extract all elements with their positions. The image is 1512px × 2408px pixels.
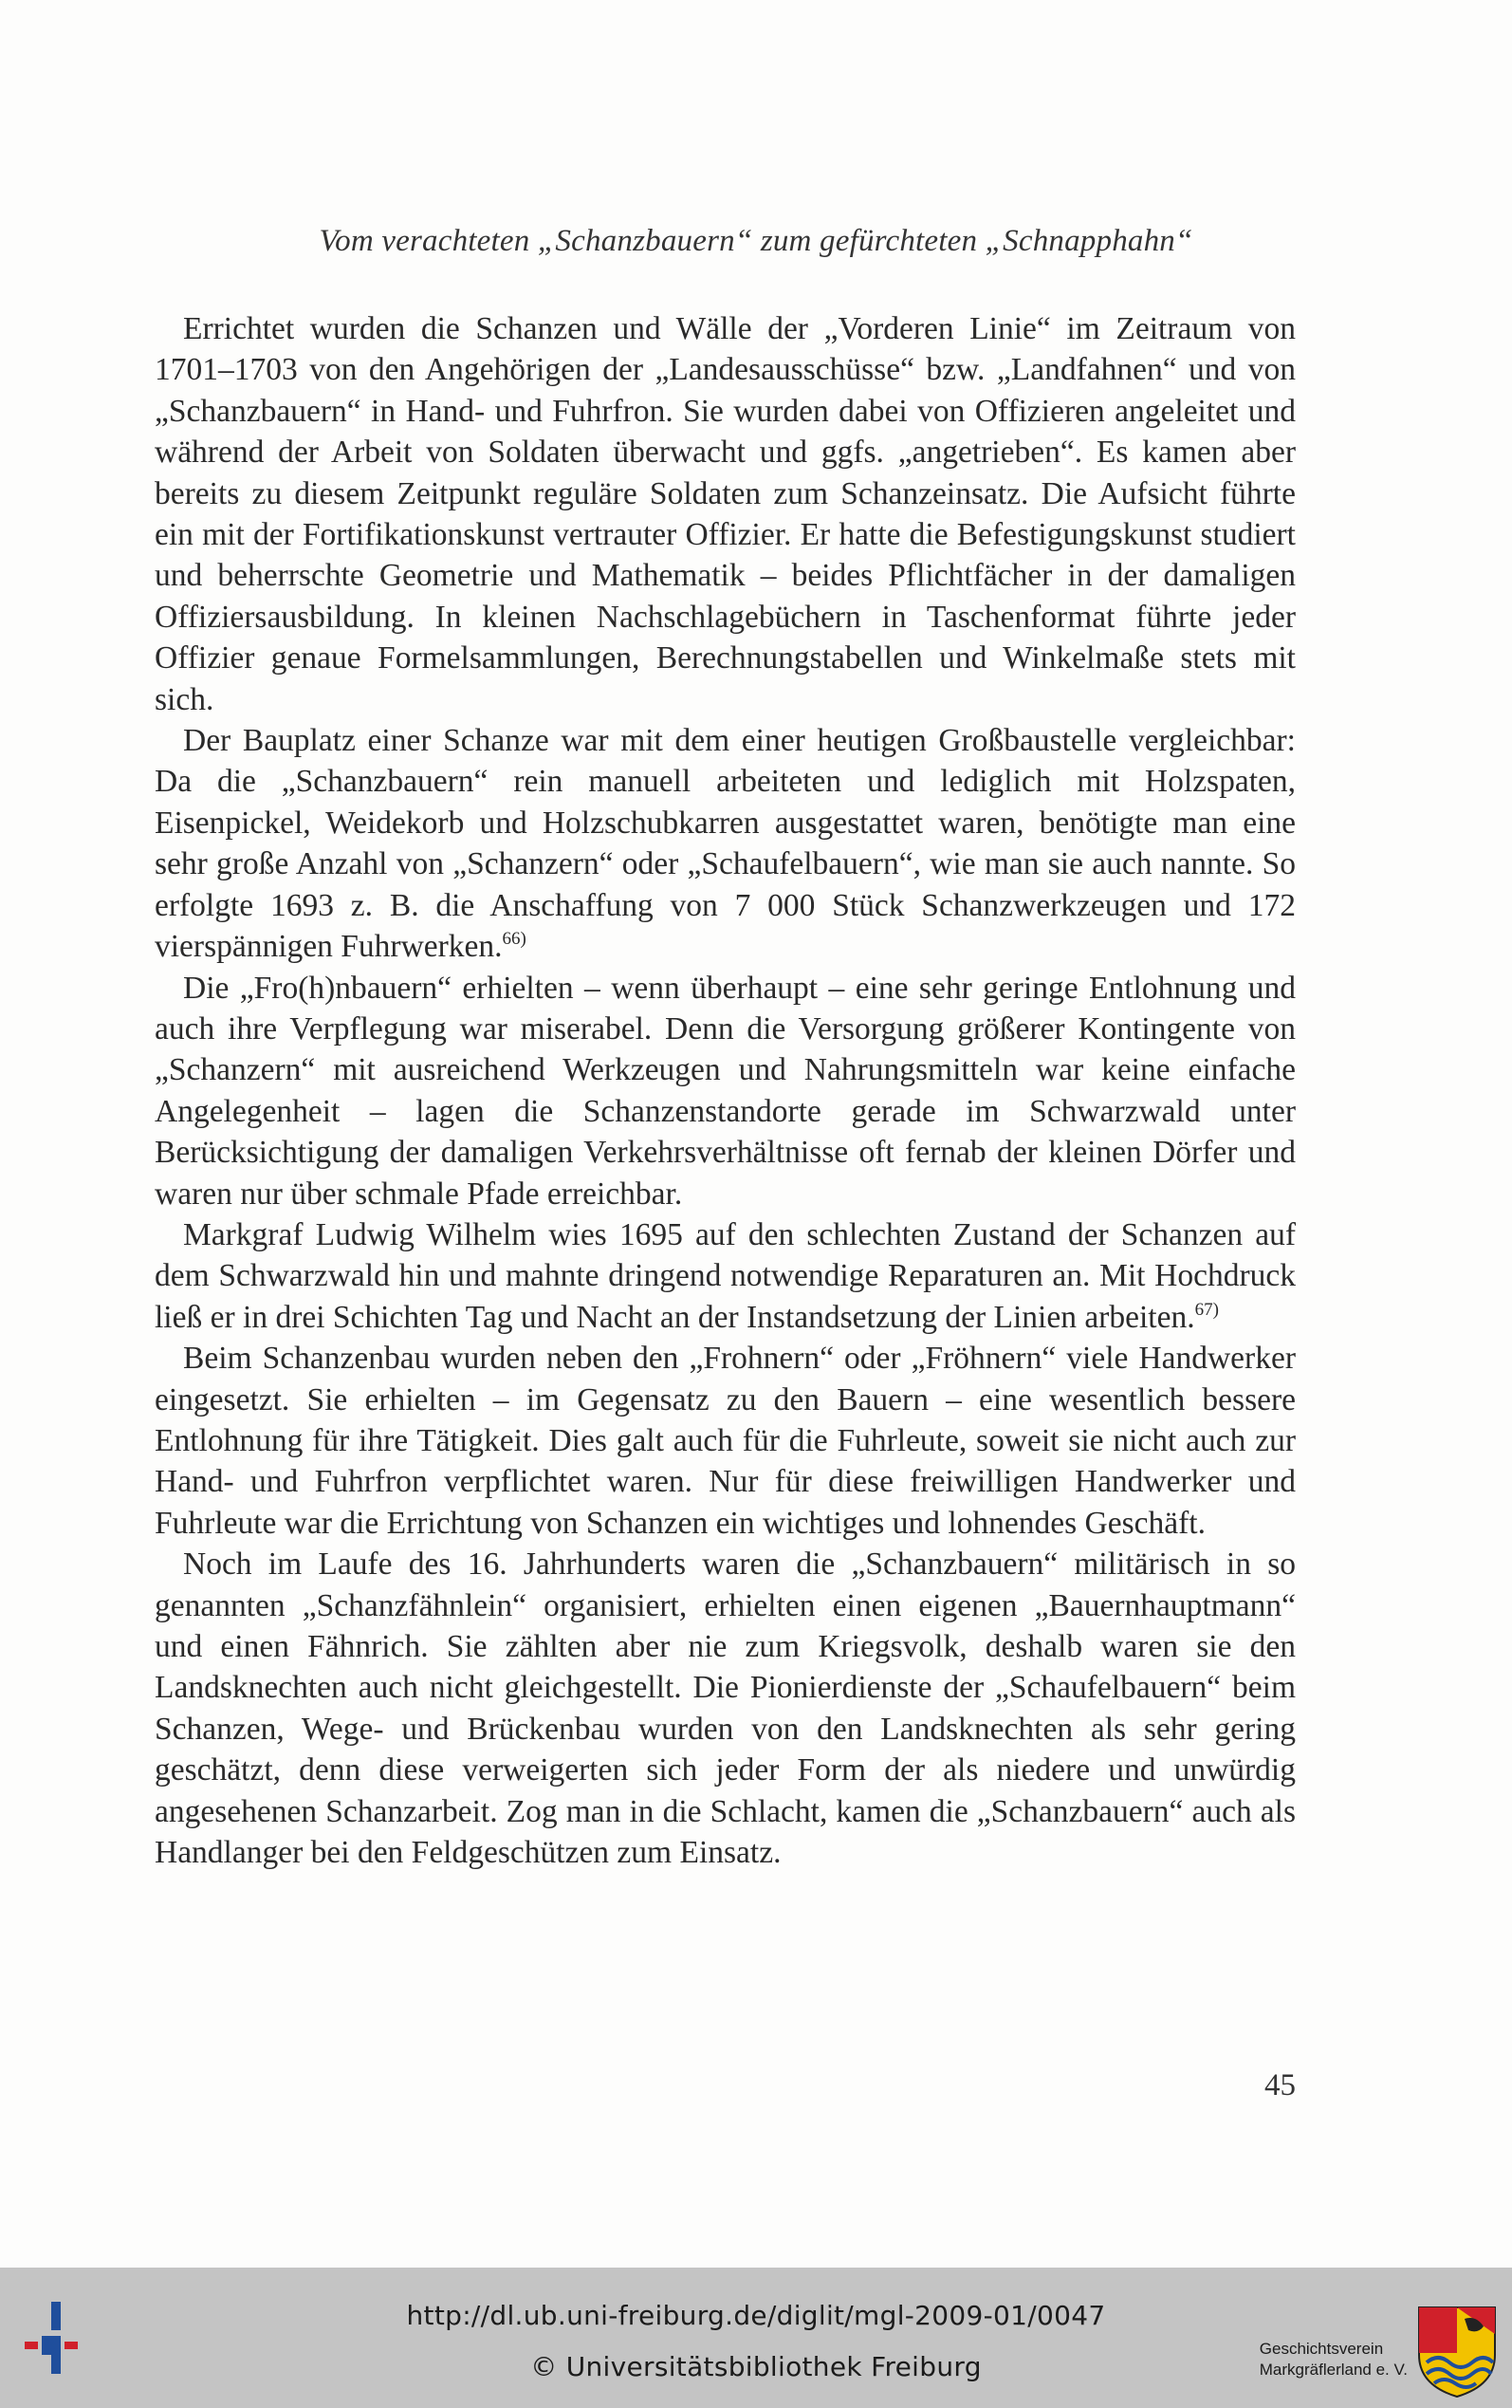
society-name xyxy=(1260,2339,1408,2380)
paragraph-1: Errichtet wurden die Schanzen und Wälle der „Vorderen Linie“ im Zeitraum von 1701–1703 von den Angehörigen der „Landesausschüsse“ bzw. „Landfahnen“ und von „Schanzbauern“ in Hand- und Fuhrfron. Sie wurden dabei von Offizieren angeleitet und während der Arbeit von Soldaten überwacht und ggfs. „angetrieben“. Es kamen aber bereits zu diesem Zeitpunkt reguläre Soldaten zum Schanzeinsatz. Die Aufsicht führte ein mit der Fortifikationskunst vertrauter Offizier. Er hatte die Befestigungskunst studiert und beherrschte Geometrie und Mathematik – beides Pflichtfächer in der damaligen Offiziersausbildung. In kleinen Nachschlagebüchern in Taschenformat führte jeder Offizier genaue Formelsammlungen, Berechnungstabellen und Winkelmaße stets mit sich. xyxy=(155,311,1296,717)
page-number: 45 xyxy=(1264,2068,1296,2102)
footnote-ref-66[interactable]: 66) xyxy=(502,929,526,950)
body-text xyxy=(155,308,1296,1873)
document-url-link[interactable]: http://dl.ub.uni-freiburg.de/diglit/mgl-2009-01/0047 xyxy=(406,2300,1106,2331)
footer-bar xyxy=(0,2268,1512,2408)
paragraph-4: Markgraf Ludwig Wilhelm wies 1695 auf den schlechten Zustand der Schanzen auf dem Schwarzwald hin und mahnte dringend notwendige Reparaturen an. Mit Hochdruck ließ er in drei Schichten Tag und Nacht an der Instandsetzung der Linien arbeiten.$^{67)}$ xyxy=(155,1216,1296,1335)
paragraph-3: Die „Fro(h)nbauern“ erhielten – wenn überhaupt – eine sehr geringe Entlohnung und auch ihre Verpflegung war miserabel. Denn die Versorgung größerer Kontingente von „Schanzern“ mit ausreichend Werkzeugen und Nahrungsmitteln war keine einfache Angelegenheit – lagen die Schanzenstandorte gerade im Schwarzwald unter Berücksichtigung der damaligen Verkehrsverhältnisse oft fernab der kleinen Dörfer und waren nur über schmale Pfade erreichbar. xyxy=(155,970,1296,1212)
society-name-line1: Geschichtsverein xyxy=(1259,2340,1384,2358)
paragraph-2: Der Bauplatz einer Schanze war mit dem einer heutigen Großbaustelle vergleichbar: Da die „Schanzbauern“ rein manuell arbeiteten und lediglich mit Holzspaten, Eisenpickel, Weidekorb und Holzschubkarren ausgestattet waren, benötigte man eine sehr große Anzahl von „Schanzern“ oder „Schaufelbauern“, wie man sie auch nannte. So erfolgte 1693 z. B. die Anschaffung von 7 000 Stück Schanzwerkzeugen und 172 vierspännigen Fuhrwerken.$^{66)}$ xyxy=(155,723,1296,965)
paragraph-5: Beim Schanzenbau wurden neben den „Frohnern“ oder „Fröhnern“ viele Handwerker eingesetzt. Sie erhielten – im Gegensatz zu den Bauern – eine wesentlich bessere Entlohnung für ihre Tätigkeit. Dies galt auch für die Fuhrleute, soweit sie nicht auch zur Hand- und Fuhrfron verpflichtet waren. Nur für diese freiwilligen Handwerker und Fuhrleute war die Errichtung von Schanzen ein wichtiges und lohnendes Geschäft. xyxy=(155,1341,1296,1541)
society-coat-of-arms-icon[interactable] xyxy=(1417,2306,1497,2399)
copyright-notice: © Universitätsbibliothek Freiburg xyxy=(530,2351,982,2382)
running-head: Vom verachteten „Schanzbauern“ zum gefürchteten „Schnapphahn“ xyxy=(319,224,1193,258)
paragraph-6: Noch im Laufe des 16. Jahrhunderts waren die „Schanzbauern“ militärisch in so genannten „Schanzfähnlein“ organisiert, erhielten einen eigenen „Bauernhauptmann“ und einen Fähnrich. Sie zählten aber nie zum Kriegsvolk, deshalb waren sie den Landsknechten auch nicht gleichgestellt. Die Pionierdienste der „Schaufelbauern“ beim Schanzen, Wege- und Brückenbau wurden von den Landsknechten als sehr gering geschätzt, denn diese verweigerten sich jeder Form der als niedere und unwürdig angesehenen Schanzarbeit. Zog man in die Schlacht, kamen die „Schanzbauern“ auch als Handlanger bei den Feldgeschützen zum Einsatz. xyxy=(155,1547,1296,1871)
footnote-ref-67[interactable]: 67) xyxy=(1194,1299,1219,1320)
society-name-line2: Markgräflerland e. V. xyxy=(1259,2361,1408,2379)
